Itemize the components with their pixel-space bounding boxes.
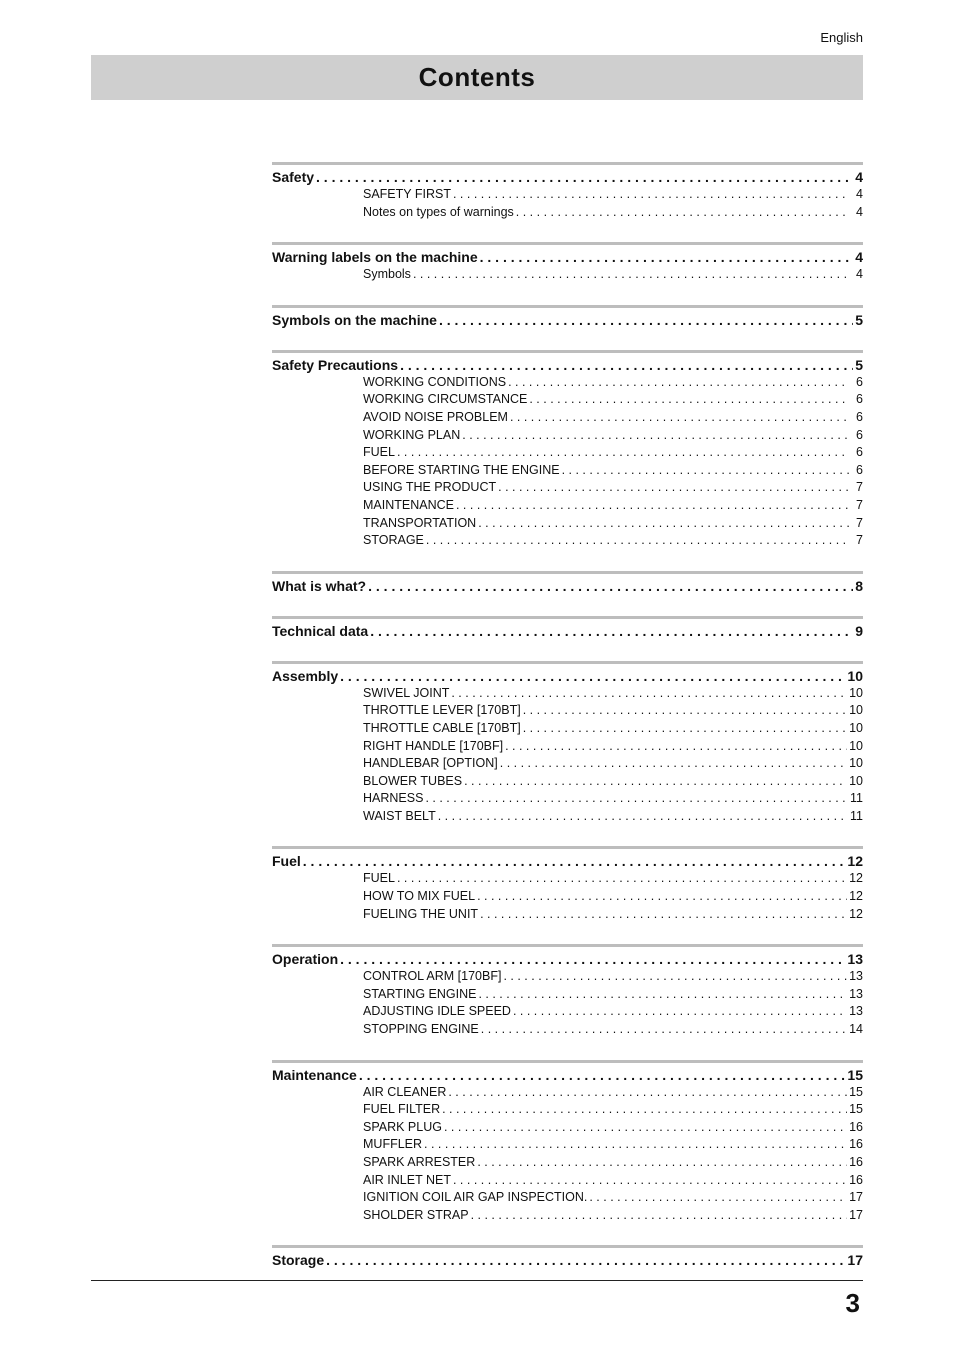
page-number: 3: [845, 1288, 860, 1318]
toc-entry[interactable]: [272, 357, 863, 375]
toc-subentry-page: 7: [856, 533, 863, 548]
toc-subentry-page: 16: [849, 1172, 863, 1187]
toc-subentry-page: 7: [856, 480, 863, 495]
toc-subentry[interactable]: [272, 533, 863, 551]
toc-subentry-page: 13: [849, 969, 863, 984]
toc-subentry-page: 15: [849, 1084, 863, 1099]
toc-subentry[interactable]: [272, 756, 863, 774]
leader-dots: [426, 533, 849, 547]
table-of-contents: [272, 162, 863, 1270]
toc-entry-title: Safety: [272, 169, 315, 185]
toc-subentry[interactable]: [272, 1190, 863, 1208]
toc-subentry-title: FUEL: [363, 871, 395, 886]
toc-subentry-page: 6: [856, 374, 863, 389]
toc-subentry[interactable]: [272, 516, 863, 534]
toc-subentry-page: 16: [849, 1155, 863, 1169]
toc-subentry-page: 11: [850, 791, 863, 806]
toc-section: [272, 242, 863, 285]
toc-subentry-title: SPARK ARRESTER: [363, 1155, 476, 1169]
toc-subentry-title: HANDLEBAR [OPTION]: [363, 756, 498, 771]
toc-subentry[interactable]: [272, 809, 863, 827]
toc-subentry-title: ADJUSTING IDLE SPEED: [363, 1004, 511, 1019]
leader-dots: [529, 392, 849, 406]
toc-section: [272, 162, 863, 222]
toc-entry-page: 5: [855, 311, 863, 328]
toc-section: [272, 661, 863, 827]
toc-subentry-title: SWIVEL JOINT: [363, 685, 450, 700]
toc-subentry[interactable]: [272, 987, 863, 1005]
toc-subentry[interactable]: [272, 791, 863, 809]
toc-subentry-page: 6: [856, 409, 863, 424]
leader-dots: [448, 1085, 847, 1099]
toc-entry-title: Maintenance: [272, 1066, 357, 1083]
toc-subentry[interactable]: [272, 1208, 863, 1226]
toc-subentry-title: WAIST BELT: [363, 808, 436, 823]
leader-dots: [438, 809, 848, 823]
toc-entry[interactable]: [272, 249, 863, 267]
toc-entry[interactable]: [272, 578, 863, 596]
toc-entry[interactable]: [272, 1067, 863, 1085]
leader-dots: [523, 703, 847, 717]
toc-subentry-title: THROTTLE CABLE [170BT]: [363, 720, 521, 735]
leader-dots: [523, 721, 847, 735]
leader-dots: [370, 623, 853, 639]
toc-subentry-page: 7: [856, 515, 863, 530]
toc-subentry-title: RIGHT HANDLE [170BF]: [363, 738, 504, 753]
leader-dots: [400, 357, 853, 373]
leader-dots: [425, 791, 848, 805]
toc-subentry[interactable]: [272, 969, 863, 987]
toc-section: [272, 616, 863, 641]
toc-entry-page: 10: [847, 667, 863, 684]
toc-entry-title: Safety Precautions: [272, 356, 399, 373]
toc-subentry[interactable]: [272, 871, 863, 889]
toc-subentry-title: WORKING CONDITIONS: [363, 374, 507, 389]
toc-section: [272, 944, 863, 1039]
toc-subentry-page: 6: [856, 392, 863, 407]
toc-subentry[interactable]: [272, 267, 863, 285]
leader-dots: [442, 1102, 847, 1116]
leader-dots: [326, 1252, 845, 1268]
toc-subentry[interactable]: [272, 498, 863, 516]
toc-entry[interactable]: [272, 312, 863, 330]
toc-subentry-page: 10: [849, 720, 863, 735]
toc-subentry[interactable]: [272, 205, 863, 223]
toc-subentry-title: BLOWER TUBES: [363, 773, 463, 788]
toc-subentry-page: 15: [849, 1102, 863, 1117]
leader-dots: [480, 907, 847, 921]
toc-subentry-title: FUEL: [363, 445, 395, 460]
leader-dots: [340, 951, 845, 967]
toc-subentry-page: 12: [849, 906, 863, 921]
leader-dots: [498, 480, 849, 494]
toc-section: [272, 571, 863, 596]
toc-subentry-title: AVOID NOISE PROBLEM: [363, 409, 508, 424]
leader-dots: [444, 1120, 847, 1134]
leader-dots: [368, 578, 853, 594]
toc-subentry[interactable]: [272, 463, 863, 481]
toc-subentry-title: WORKING PLAN: [363, 427, 461, 442]
leader-dots: [462, 428, 849, 442]
toc-subentry[interactable]: [272, 739, 863, 757]
toc-subentry[interactable]: [272, 1085, 863, 1103]
toc-subentry-title: WORKING CIRCUMSTANCE: [363, 392, 528, 407]
leader-dots: [397, 871, 847, 885]
toc-entry-page: 17: [847, 1252, 863, 1269]
leader-dots: [505, 739, 847, 753]
toc-subentry-page: 12: [849, 871, 863, 886]
toc-subentry-title: Symbols: [363, 267, 411, 282]
toc-subentry-title: USING THE PRODUCT: [363, 480, 497, 495]
toc-subentry-page: 6: [856, 462, 863, 477]
leader-dots: [316, 169, 853, 185]
footer-divider: [91, 1280, 863, 1281]
toc-subentry-page: 17: [849, 1190, 863, 1205]
toc-subentry[interactable]: [272, 445, 863, 463]
toc-subentry-title: STORAGE: [363, 533, 424, 548]
leader-dots: [481, 1022, 847, 1036]
toc-subentry-page: 13: [849, 986, 863, 1001]
toc-subentry-title: SAFETY FIRST: [363, 187, 451, 201]
toc-subentry-page: 14: [849, 1022, 863, 1037]
toc-subentry-title: TRANSPORTATION: [363, 515, 477, 530]
toc-subentry-title: AIR INLET NET: [363, 1172, 451, 1187]
toc-entry-page: 12: [847, 853, 863, 870]
toc-subentry[interactable]: [272, 1120, 863, 1138]
language-label: English: [820, 30, 863, 45]
toc-subentry[interactable]: [272, 375, 863, 393]
toc-subentry[interactable]: [272, 1137, 863, 1155]
toc-subentry-page: 13: [849, 1004, 863, 1019]
leader-dots: [589, 1190, 847, 1204]
toc-subentry[interactable]: [272, 1173, 863, 1191]
leader-dots: [359, 1067, 846, 1083]
toc-subentry-title: FUELING THE UNIT: [363, 906, 479, 921]
toc-entry-title: What is what?: [272, 577, 367, 594]
leader-dots: [508, 375, 849, 389]
toc-subentry[interactable]: [272, 721, 863, 739]
toc-subentry[interactable]: [272, 1004, 863, 1022]
toc-entry-title: Assembly: [272, 667, 339, 684]
toc-entry[interactable]: [272, 169, 863, 187]
leader-dots: [464, 774, 847, 788]
toc-entry[interactable]: [272, 951, 863, 969]
toc-subentry[interactable]: [272, 410, 863, 428]
toc-subentry-page: 12: [849, 889, 863, 904]
leader-dots: [478, 987, 847, 1001]
toc-subentry[interactable]: [272, 889, 863, 907]
toc-subentry[interactable]: [272, 1022, 863, 1040]
toc-subentry-title: AIR CLEANER: [363, 1084, 447, 1099]
toc-entry-title: Technical data: [272, 622, 369, 639]
toc-subentry-page: 4: [856, 187, 863, 201]
leader-dots: [397, 445, 849, 459]
contents-banner: [91, 55, 863, 100]
leader-dots: [500, 756, 847, 770]
toc-subentry[interactable]: [272, 703, 863, 721]
toc-subentry-title: Notes on types of warnings: [363, 204, 514, 219]
leader-dots: [413, 267, 849, 281]
toc-entry-page: 4: [855, 169, 863, 185]
toc-subentry-page: 11: [850, 808, 863, 823]
leader-dots: [453, 1173, 847, 1187]
toc-subentry-title: SHOLDER STRAP: [363, 1207, 469, 1222]
toc-subentry[interactable]: [272, 480, 863, 498]
toc-entry-page: 5: [855, 356, 863, 373]
toc-entry-page: 4: [855, 249, 863, 266]
toc-subentry-title: THROTTLE LEVER [170BT]: [363, 703, 521, 718]
leader-dots: [303, 853, 846, 869]
toc-subentry[interactable]: [272, 392, 863, 410]
toc-subentry-title: HOW TO MIX FUEL: [363, 889, 476, 904]
toc-entry-title: Operation: [272, 951, 339, 968]
toc-subentry-title: FUEL FILTER: [363, 1102, 441, 1117]
toc-subentry-title: SPARK PLUG: [363, 1119, 442, 1134]
leader-dots: [424, 1137, 847, 1151]
leader-dots: [510, 410, 849, 424]
leader-dots: [340, 668, 845, 684]
toc-entry-page: 8: [855, 577, 863, 594]
toc-section: [272, 305, 863, 330]
toc-entry[interactable]: [272, 853, 863, 871]
leader-dots: [456, 498, 849, 512]
toc-subentry[interactable]: [272, 428, 863, 446]
toc-subentry-page: 16: [849, 1119, 863, 1134]
toc-subentry[interactable]: [272, 187, 863, 205]
leader-dots: [451, 686, 847, 700]
toc-subentry-page: 10: [849, 756, 863, 771]
toc-subentry-title: HARNESS: [363, 791, 424, 806]
toc-subentry-title: IGNITION COIL AIR GAP INSPECTION.: [363, 1190, 588, 1205]
toc-entry-title: Fuel: [272, 853, 301, 870]
toc-subentry-page: 7: [856, 497, 863, 512]
toc-subentry-page: 10: [849, 738, 863, 753]
toc-entry-page: 15: [847, 1066, 863, 1083]
toc-entry-page: 9: [855, 622, 863, 639]
toc-entry[interactable]: [272, 1252, 863, 1270]
toc-section: [272, 1245, 863, 1270]
toc-subentry-page: 10: [849, 773, 863, 788]
toc-subentry-page: 4: [856, 267, 863, 282]
leader-dots: [513, 1004, 847, 1018]
toc-section: [272, 350, 863, 551]
leader-dots: [480, 249, 854, 265]
toc-subentry[interactable]: [272, 1102, 863, 1120]
toc-subentry-title: MAINTENANCE: [363, 497, 454, 512]
toc-subentry[interactable]: [272, 1155, 863, 1173]
toc-section: [272, 1060, 863, 1226]
toc-subentry[interactable]: [272, 686, 863, 704]
toc-subentry-page: 10: [849, 703, 863, 718]
toc-subentry-title: BEFORE STARTING THE ENGINE: [363, 462, 560, 477]
toc-subentry-page: 6: [856, 427, 863, 442]
toc-entry-title: Symbols on the machine: [272, 311, 437, 328]
leader-dots: [453, 187, 849, 201]
toc-subentry-page: 16: [849, 1137, 863, 1152]
toc-subentry-title: MUFFLER: [363, 1137, 423, 1152]
toc-subentry-title: STOPPING ENGINE: [363, 1022, 479, 1037]
toc-subentry-page: 6: [856, 445, 863, 460]
toc-subentry-page: 4: [856, 204, 863, 219]
toc-subentry-title: STARTING ENGINE: [363, 986, 477, 1001]
toc-subentry-page: 17: [849, 1207, 863, 1222]
leader-dots: [562, 463, 849, 477]
toc-entry-title: Warning labels on the machine: [272, 249, 478, 266]
leader-dots: [471, 1208, 848, 1222]
leader-dots: [477, 1155, 847, 1169]
toc-subentry-page: 10: [849, 685, 863, 700]
toc-subentry[interactable]: [272, 774, 863, 792]
toc-subentry[interactable]: [272, 907, 863, 925]
leader-dots: [503, 969, 847, 983]
toc-subentry-title: CONTROL ARM [170BF]: [363, 969, 502, 984]
leader-dots: [477, 889, 847, 903]
leader-dots: [478, 516, 849, 530]
toc-entry[interactable]: [272, 668, 863, 686]
toc-section: [272, 846, 863, 924]
leader-dots: [439, 312, 853, 328]
page-title: Contents: [418, 62, 536, 92]
toc-entry-page: 13: [847, 951, 863, 968]
toc-entry[interactable]: [272, 623, 863, 641]
toc-entry-title: Storage: [272, 1252, 325, 1269]
leader-dots: [516, 205, 849, 219]
